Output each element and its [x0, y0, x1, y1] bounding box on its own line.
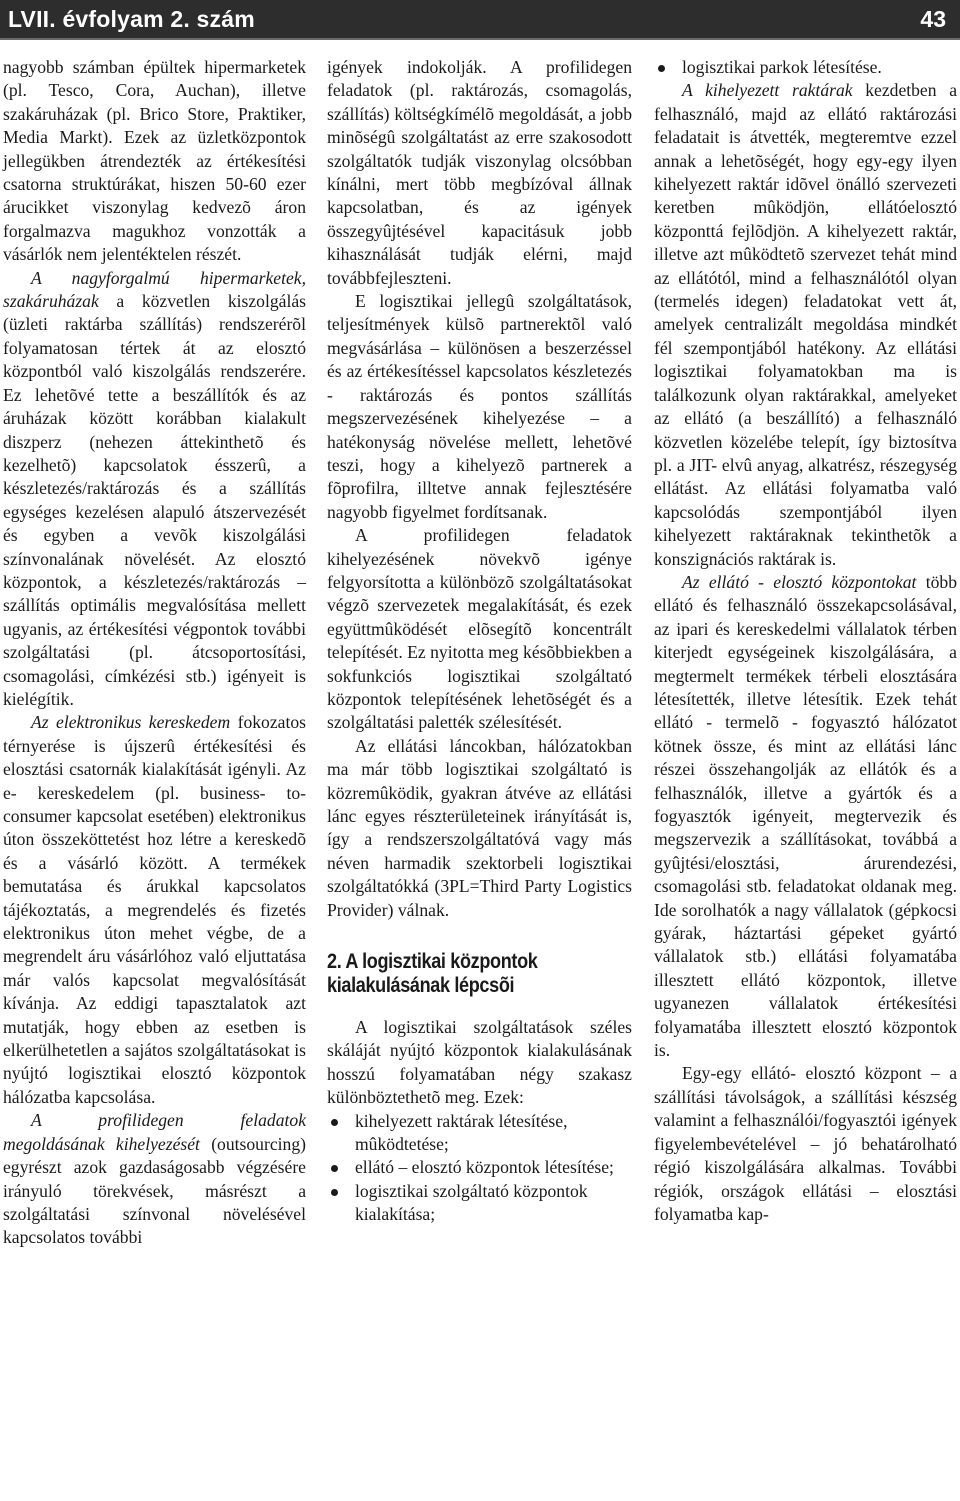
paragraph-text: kezdetben a felhasználó, majd az ellátó raktározási feladatait is átvették, megteremtve ezzel annak a lehetõségét, hogy egy-egy ilyen kihelyezett raktár idõvel önálló szervezeti keretben mûködjön, ellátóelosztó központtá fejlõdjön. A kihelyezett raktár, illetve azt mûködtetõ szervezet tehát mind az ellátótól, mind a felhasználótól olyan (termelés idegen) feladatokat vett át, amelyek centralizált megoldása mindkét fél szempontjából hatékony. Az ellátási logisztikai folyamatokban ma is találkozunk olyan raktárakkal, amelyeket az ellátó (a beszállító) a felhasználó közvetlen közelébe telepít, így biztosítva pl. a JIT- elvû anyag, alkatrész, részegység ellátást. Az ellátási folyamatba való kapcsolódás szempontjából ilyen kihelyezett raktáraknak tekinthetõk a konszignációs raktárak is. [654, 80, 958, 569]
bullet-icon [331, 1189, 338, 1196]
stage-list-continued [654, 56, 957, 79]
paragraph [654, 571, 957, 1063]
list-item-text: logisztikai parkok létesítése. [682, 57, 882, 77]
paragraph: Az ellátási láncokban, hálózatokban ma már több logisztikai szolgáltató is közremûködik, gyakran átvéve az ellátási lánc egyes részterületeinek irányítását is, így a rendszerszolgáltatóvá vagy más néven harmadik szektorbeli logisztikai szolgáltatókká (3PL=Third Party Logistics Provider) válnak. [327, 735, 632, 920]
list-item [654, 56, 957, 79]
paragraph: Egy-egy ellátó- elosztó központ – a szállítási távolságok, a szállítási készség valamint a felhasználói/fogyasztói igények figyelembevételével – jó behatárolható régió kiszolgálására alkalmas. További régiók, országok ellátási – elosztási folyamatba kap- [654, 1063, 957, 1224]
bullet-icon [658, 65, 665, 72]
list-item-text: ellátó – elosztó központok létesítése; [355, 1157, 614, 1178]
italic-term: A kihelyezett raktárak [682, 80, 853, 101]
text-column-1 [3, 56, 306, 1250]
italic-term: A profilidegen feladatok megoldásának kihelyezését [3, 1110, 306, 1154]
paragraph: E logisztikai jellegû szolgáltatások, teljesítmények külsõ partnerektõl való megvásárlása – különösen a beszerzéssel és az értékesítéssel kapcsolatos készletezés - raktározás és pontos szállítás megszervezésének kihelyezése – a hatékonyság növelése mellett, lehetõvé teszi, hogy a kihelyezõ partnerek a fõprofilra, illtetve annak fejlesztésére nagyobb figyelmet fordítsanak. [327, 291, 632, 522]
paragraph: A logisztikai szolgáltatások széles skáláját nyújtó központok kialakulásának hosszú folyamatában négy szakasz különböztethetõ meg. Ezek: [327, 1017, 632, 1108]
paragraph [3, 267, 306, 712]
text-column-3 [654, 56, 957, 1226]
paragraph-text: több ellátó és felhasználó összekapcsolásával, az ipari és kereskedelmi vállalatok térben kiterjedt egységeinek kiszolgálására, a megtermelt termékek térbeli elosztására létesítették, illetve létesítik. Ezek tehát ellátó - termelõ - fogyasztó hálózatot kötnek össze, és mint az ellátási lánc részei összehangolják az ellátók és a felhasználók, illetve a gyártók és a fogyasztók igényeit, megtervezik és megszervezik a szállításokat, továbbá a gyûjtési/elosztási, árurendezési, csomagolási stb. feladatokat oldanak meg. Ide sorolhatók a nagy vállalatok (gépkocsi gyárak, háztartási gépeket gyártó vállalatok stb.) ellátási folyamatába illesztett ellátó központok, illetve ugyanezen vállalatok értékesítési folyamatába illesztett elosztó központok is. [654, 571, 957, 1061]
text-column-2 [327, 56, 632, 1227]
paragraph: nagyobb számban épültek hipermarketek (pl. Tesco, Cora, Auchan), illetve szakáruházak (pl. Brico Store, Praktiker, Media Markt). Ezek az üzletközpontok jellegükben átrendezték az értékesítési csatorna struktúrákat, hiszen 50-60 ezer árucikket viszonylag kedvezõ áron forgalmazva magukhoz vonzották a vásárlók nem jelentéktelen részét. [3, 57, 306, 265]
journal-issue-title: LVII. évfolyam 2. szám [8, 6, 255, 32]
bullet-icon [331, 1119, 338, 1126]
paragraph: A profilidegen feladatok kihelyezésének növekvõ igénye felgyorsította a különbözõ szolgáltatásokat végzõ szervezetek megalakítását, és ezek együttmûködését elõsegítõ koncentrált telepítését. Ez nyitotta meg késõbbiekben a sokfunkciós logisztikai szolgáltató központok telepítésének lehetõségét és a szolgáltatási palették szélesítését. [327, 525, 632, 733]
paragraph-text: fokozatos térnyerése is újszerû értékesítési és elosztási csatornák kialakítását igényli. Az e- kereskedelem (pl. business- to-consumer kapcsolat esetében) elektronikus úton összeköttetést hoz létre a kereskedõ és a vásárló között. A termékek bemutatása és árukkal kapcsolatos tájékoztatás, a megrendelés és fizetés elektronikus úton mehet végbe, de a megrendelt áru vásárlóhoz való eljuttatása már valós kapcsolat megvalósítását kívánja. Az eddigi tapasztalatok azt mutatják, hogy ebben az esetben is elkerülhetetlen a sajátos szolgáltatásokat is nyújtó logisztikai elosztó központok hálózatba kapcsolása. [3, 712, 306, 1107]
bullet-icon [331, 1165, 338, 1172]
italic-term: Az ellátó - elosztó központokat [682, 571, 917, 592]
stage-list [327, 1110, 632, 1227]
page-number: 43 [920, 6, 946, 32]
italic-term: A nagyforgalmú hipermarketek, szakáruházak [3, 267, 306, 312]
paragraph: igények indokolják. A profilidegen feladatok (pl. raktározás, csomagolás, szállítás) költségkímélõ megoldását, a jobb minõségû szolgáltatást az erre szakosodott szolgáltatók tudják viszonylag olcsóbban kínálni, mert több megbízóval állnak kapcsolatban, és az igények összegyûjtésével kapacitásuk jobb kihasználását tudják elérni, majd továbbfejleszteni. [327, 57, 632, 288]
paragraph [654, 79, 957, 571]
paragraph-text: a közvetlen kiszolgálás (üzleti raktárba szállítás) rendszerérõl folyamatosan tértek át az elosztó központból való kiszolgálás rendszerére. Ez lehetõvé tette a beszállítók és az áruházak között korábban kialakult diszperz (nehezen áttekinthetõ és kezelhetõ) kapcsolatok ésszerû, a készletezés/raktározás és a szállítás egységes kezelésen alapuló átszervezését és egyben a vevõk kiszolgálási színvonalának növelését. Az elosztó központok, a készletezés/raktározás – szállítás optimális megvalósítása mellett ugyanis, az értékesítési végpontok további szolgáltatási (pl. átcsoportosítási, csomagolási, címkézési stb.) igényeit is kielégítik. [3, 291, 306, 709]
list-item [327, 1110, 632, 1157]
list-item [327, 1156, 632, 1179]
list-item [327, 1180, 632, 1227]
paragraph [3, 711, 306, 1109]
list-item-text: kihelyezett raktárak létesítése, mûködtetése; [355, 1110, 568, 1155]
paragraph [3, 1109, 306, 1249]
paragraph-text: (outsourcing) egyrészt azok gazdaságosabb végzésére irányuló törekvések, másrészt a szolgáltatási színvonal növelésével kapcsolatos további [3, 1133, 306, 1248]
page-header [0, 0, 960, 40]
section-heading: 2. A logisztikai központok kialakulásának lépcsõi [327, 950, 538, 998]
italic-term: Az elektronikus kereskedem [31, 712, 231, 733]
list-item-text: logisztikai szolgáltató központok kialakítása; [355, 1180, 588, 1225]
